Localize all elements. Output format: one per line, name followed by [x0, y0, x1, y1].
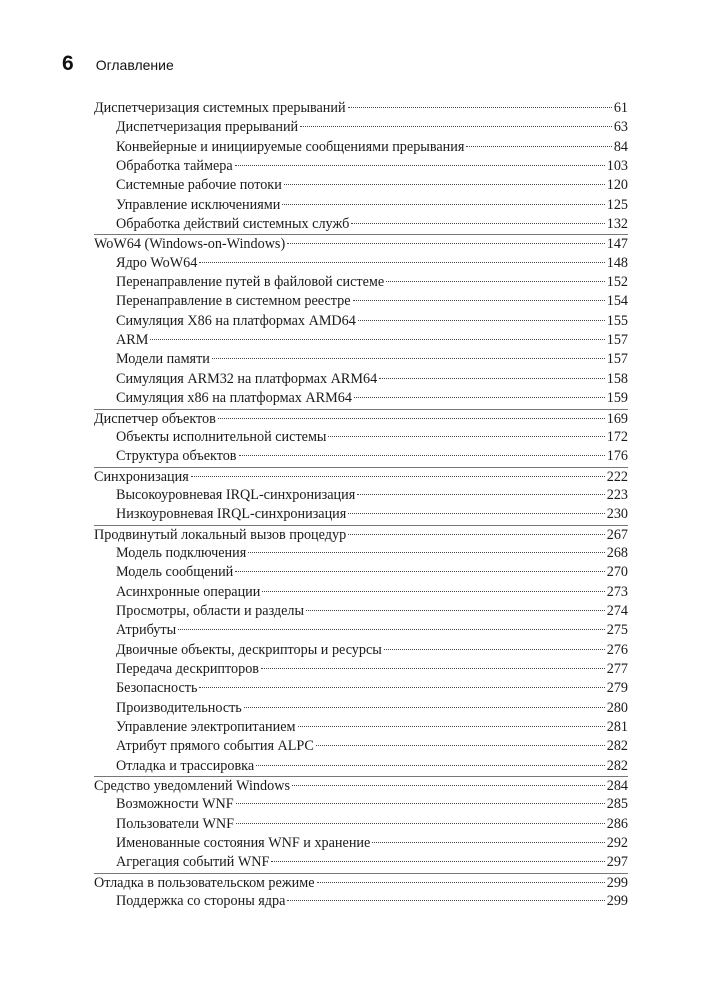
dot-leader: [351, 223, 604, 224]
toc-entry-title: Отладка в пользовательском режиме: [94, 874, 315, 891]
dot-leader: [218, 418, 605, 419]
toc-entry-title: Продвинутый локальный вызов процедур: [94, 526, 347, 543]
toc-section-entry[interactable]: [94, 795, 628, 814]
toc-section-entry[interactable]: [94, 370, 628, 389]
toc-entry-page: 103: [606, 158, 628, 175]
toc-section-entry[interactable]: [94, 389, 628, 408]
toc-section-entry[interactable]: [94, 602, 628, 621]
toc-entry-page: 282: [606, 757, 628, 774]
dot-leader: [236, 823, 605, 824]
toc-entry-title: Возможности WNF: [116, 796, 234, 813]
dot-leader: [282, 204, 604, 205]
toc-entry-page: 299: [606, 874, 628, 891]
toc-entry-title: Перенаправление путей в файловой системе: [116, 274, 385, 291]
dot-leader: [178, 629, 605, 630]
toc-section-entry[interactable]: [94, 505, 628, 524]
toc-entry-title: Отладка и трассировка: [116, 757, 255, 774]
toc-entry-title: Синхронизация: [94, 468, 189, 485]
toc-section-entry[interactable]: [94, 254, 628, 273]
toc-chapter-entry[interactable]: [94, 776, 628, 795]
running-header-title: Оглавление: [95, 57, 174, 73]
toc-entry-page: 267: [606, 526, 628, 543]
toc-section-entry[interactable]: [94, 718, 628, 737]
toc-entry-title: Низкоуровневая IRQL-синхронизация: [116, 506, 347, 523]
dot-leader: [199, 262, 604, 263]
toc-chapter-entry[interactable]: [94, 409, 628, 428]
toc-entry-page: 285: [606, 796, 628, 813]
toc-entry-title: ARM: [116, 332, 149, 349]
toc-entry-page: 223: [606, 486, 628, 503]
page-header: [62, 52, 174, 76]
toc-entry-title: Атрибуты: [116, 622, 177, 639]
dot-leader: [239, 455, 605, 456]
toc-section-entry[interactable]: [94, 118, 628, 137]
toc-entry-page: 274: [606, 602, 628, 619]
toc-entry-title: Объекты исполнительной системы: [116, 428, 327, 445]
toc-entry-page: 280: [606, 699, 628, 716]
dot-leader: [300, 126, 612, 127]
toc-entry-title: Производительность: [116, 699, 242, 716]
toc-entry-page: 154: [606, 293, 628, 310]
toc-chapter-entry[interactable]: [94, 525, 628, 544]
toc-entry-title: Безопасность: [116, 680, 198, 697]
toc-entry-page: 176: [606, 448, 628, 465]
toc-entry-page: 279: [606, 680, 628, 697]
toc-section-entry[interactable]: [94, 215, 628, 234]
toc-entry-title: Просмотры, области и разделы: [116, 602, 305, 619]
toc-entry-title: Модель сообщений: [116, 564, 234, 581]
toc-entry-title: Пользователи WNF: [116, 815, 235, 832]
dot-leader: [191, 476, 605, 477]
toc-section-entry[interactable]: [94, 447, 628, 466]
toc-entry-title: Обработка действий системных служб: [116, 216, 350, 233]
toc-entry-page: 273: [606, 583, 628, 600]
toc-entry-page: 158: [606, 370, 628, 387]
toc-entry-title: Конвейерные и инициируемые сообщениями прерывания: [116, 138, 465, 155]
toc-entry-page: 169: [606, 410, 628, 427]
dot-leader: [256, 765, 605, 766]
toc-entry-page: 284: [606, 778, 628, 795]
dot-leader: [287, 243, 605, 244]
dot-leader: [284, 184, 605, 185]
toc-entry-title: WoW64 (Windows-on-Windows): [94, 236, 286, 253]
toc-section-entry[interactable]: [94, 544, 628, 563]
toc-entry-title: Средство уведомлений Windows: [94, 778, 290, 795]
toc-entry-title: Ядро WoW64: [116, 254, 198, 271]
toc-section-entry[interactable]: [94, 679, 628, 698]
toc-entry-page: 84: [613, 138, 628, 155]
toc-entry-page: 157: [606, 351, 628, 368]
toc-section-entry[interactable]: [94, 737, 628, 756]
toc-entry-title: Диспетчер объектов: [94, 410, 216, 427]
toc-entry-page: 125: [606, 196, 628, 213]
toc-entry-page: 132: [606, 216, 628, 233]
dot-leader: [354, 397, 605, 398]
toc-entry-title: Симуляция ARM32 на платформах ARM64: [116, 370, 378, 387]
toc-chapter-entry[interactable]: [94, 873, 628, 892]
toc-entry-title: Диспетчеризация системных прерываний: [94, 100, 346, 116]
dot-leader: [358, 320, 605, 321]
toc-entry-page: 172: [606, 428, 628, 445]
toc-section-entry[interactable]: [94, 563, 628, 582]
toc-entry-page: 270: [606, 564, 628, 581]
toc-entry-title: Симуляция x86 на платформах ARM64: [116, 390, 352, 407]
dot-leader: [357, 494, 604, 495]
dot-leader: [348, 513, 604, 514]
dot-leader: [316, 745, 605, 746]
toc-section-entry[interactable]: [94, 815, 628, 834]
dot-leader: [317, 882, 605, 883]
toc-entry-page: 155: [606, 312, 628, 329]
toc-entry-page: 147: [606, 236, 628, 253]
toc-section-entry[interactable]: [94, 699, 628, 718]
toc-entry-page: 282: [606, 738, 628, 755]
toc-chapter-entry[interactable]: [94, 234, 628, 253]
dot-leader: [199, 687, 604, 688]
toc-entry-title: Именованные состояния WNF и хранение: [116, 835, 371, 852]
toc-entry-page: 230: [606, 506, 628, 523]
toc-entry-page: 277: [606, 660, 628, 677]
toc-section-entry[interactable]: [94, 196, 628, 215]
toc-entry-title: Системные рабочие потоки: [116, 177, 282, 194]
toc-section-entry[interactable]: [94, 176, 628, 195]
toc-entry-page: 268: [606, 544, 628, 561]
toc-section-entry[interactable]: [94, 486, 628, 505]
dot-leader: [348, 534, 605, 535]
page-number: 6: [62, 52, 74, 75]
toc-section-entry[interactable]: [94, 292, 628, 311]
toc-entry-title: Управление электропитанием: [116, 719, 296, 735]
toc-entry-page: 297: [606, 854, 628, 871]
toc-entry-page: 157: [606, 332, 628, 349]
dot-leader: [287, 900, 604, 901]
dot-leader: [292, 785, 605, 786]
toc-section-entry[interactable]: [94, 428, 628, 447]
toc-section-entry[interactable]: [94, 350, 628, 369]
toc-entry-title: Структура объектов: [116, 448, 237, 465]
dot-leader: [212, 358, 605, 359]
dot-leader: [306, 610, 605, 611]
dot-leader: [262, 591, 604, 592]
toc-section-entry[interactable]: [94, 331, 628, 350]
toc-section-entry[interactable]: [94, 583, 628, 602]
toc-section-entry[interactable]: [94, 157, 628, 176]
dot-leader: [372, 842, 604, 843]
dot-leader: [298, 726, 605, 727]
toc-entry-page: 148: [606, 254, 628, 271]
toc-entry-title: Агрегация событий WNF: [116, 854, 270, 871]
toc-entry-page: 276: [606, 641, 628, 658]
toc-entry-page: 120: [606, 177, 628, 194]
toc-section-entry[interactable]: [94, 621, 628, 640]
dot-leader: [235, 165, 605, 166]
toc-chapter-entry[interactable]: [94, 467, 628, 486]
toc-entry-title: Симуляция X86 на платформах AMD64: [116, 312, 356, 329]
dot-leader: [384, 649, 605, 650]
toc-entry-title: Асинхронные операции: [116, 583, 261, 600]
toc-entry-page: 281: [606, 719, 628, 735]
toc-entry-title: Поддержка со стороны ядра: [116, 893, 286, 910]
dot-leader: [348, 107, 612, 108]
dot-leader: [466, 146, 611, 147]
toc-section-entry[interactable]: [94, 757, 628, 776]
toc-section-entry[interactable]: [94, 834, 628, 853]
toc-entry-page: 222: [606, 468, 628, 485]
dot-leader: [328, 436, 604, 437]
toc-section-entry[interactable]: [94, 312, 628, 331]
toc-entry-title: Двоичные объекты, дескрипторы и ресурсы: [116, 641, 382, 658]
table-of-contents: [94, 99, 628, 911]
toc-entry-title: Атрибут прямого события ALPC: [116, 738, 314, 755]
toc-entry-title: Управление исключениями: [116, 196, 281, 213]
dot-leader: [236, 803, 605, 804]
toc-entry-page: 63: [613, 119, 628, 136]
toc-entry-page: 299: [606, 893, 628, 910]
toc-entry-page: 286: [606, 815, 628, 832]
toc-entry-title: Модель подключения: [116, 544, 247, 561]
toc-entry-title: Модели памяти: [116, 351, 210, 368]
toc-entry-page: 275: [606, 622, 628, 639]
toc-entry-title: Обработка таймера: [116, 158, 233, 175]
dot-leader: [386, 281, 605, 282]
dot-leader: [244, 707, 605, 708]
toc-section-entry[interactable]: [94, 853, 628, 872]
toc-entry-page: 159: [606, 390, 628, 407]
toc-chapter-entry[interactable]: [94, 99, 628, 118]
dot-leader: [248, 552, 604, 553]
toc-section-entry[interactable]: [94, 273, 628, 292]
toc-entry-page: 152: [606, 274, 628, 291]
toc-entry-title: Диспетчеризация прерываний: [116, 119, 299, 136]
toc-entry-title: Передача дескрипторов: [116, 660, 260, 677]
toc-section-entry[interactable]: [94, 641, 628, 660]
dot-leader: [379, 378, 605, 379]
dot-leader: [271, 861, 604, 862]
toc-section-entry[interactable]: [94, 138, 628, 157]
toc-entry-page: 292: [606, 835, 628, 852]
dot-leader: [235, 571, 604, 572]
toc-entry-title: Высокоуровневая IRQL-синхронизация: [116, 486, 356, 503]
toc-section-entry[interactable]: [94, 660, 628, 679]
toc-section-entry[interactable]: [94, 892, 628, 911]
toc-entry-title: Перенаправление в системном реестре: [116, 293, 351, 310]
dot-leader: [150, 339, 604, 340]
toc-entry-page: 61: [613, 100, 628, 116]
dot-leader: [353, 300, 605, 301]
dot-leader: [261, 668, 605, 669]
